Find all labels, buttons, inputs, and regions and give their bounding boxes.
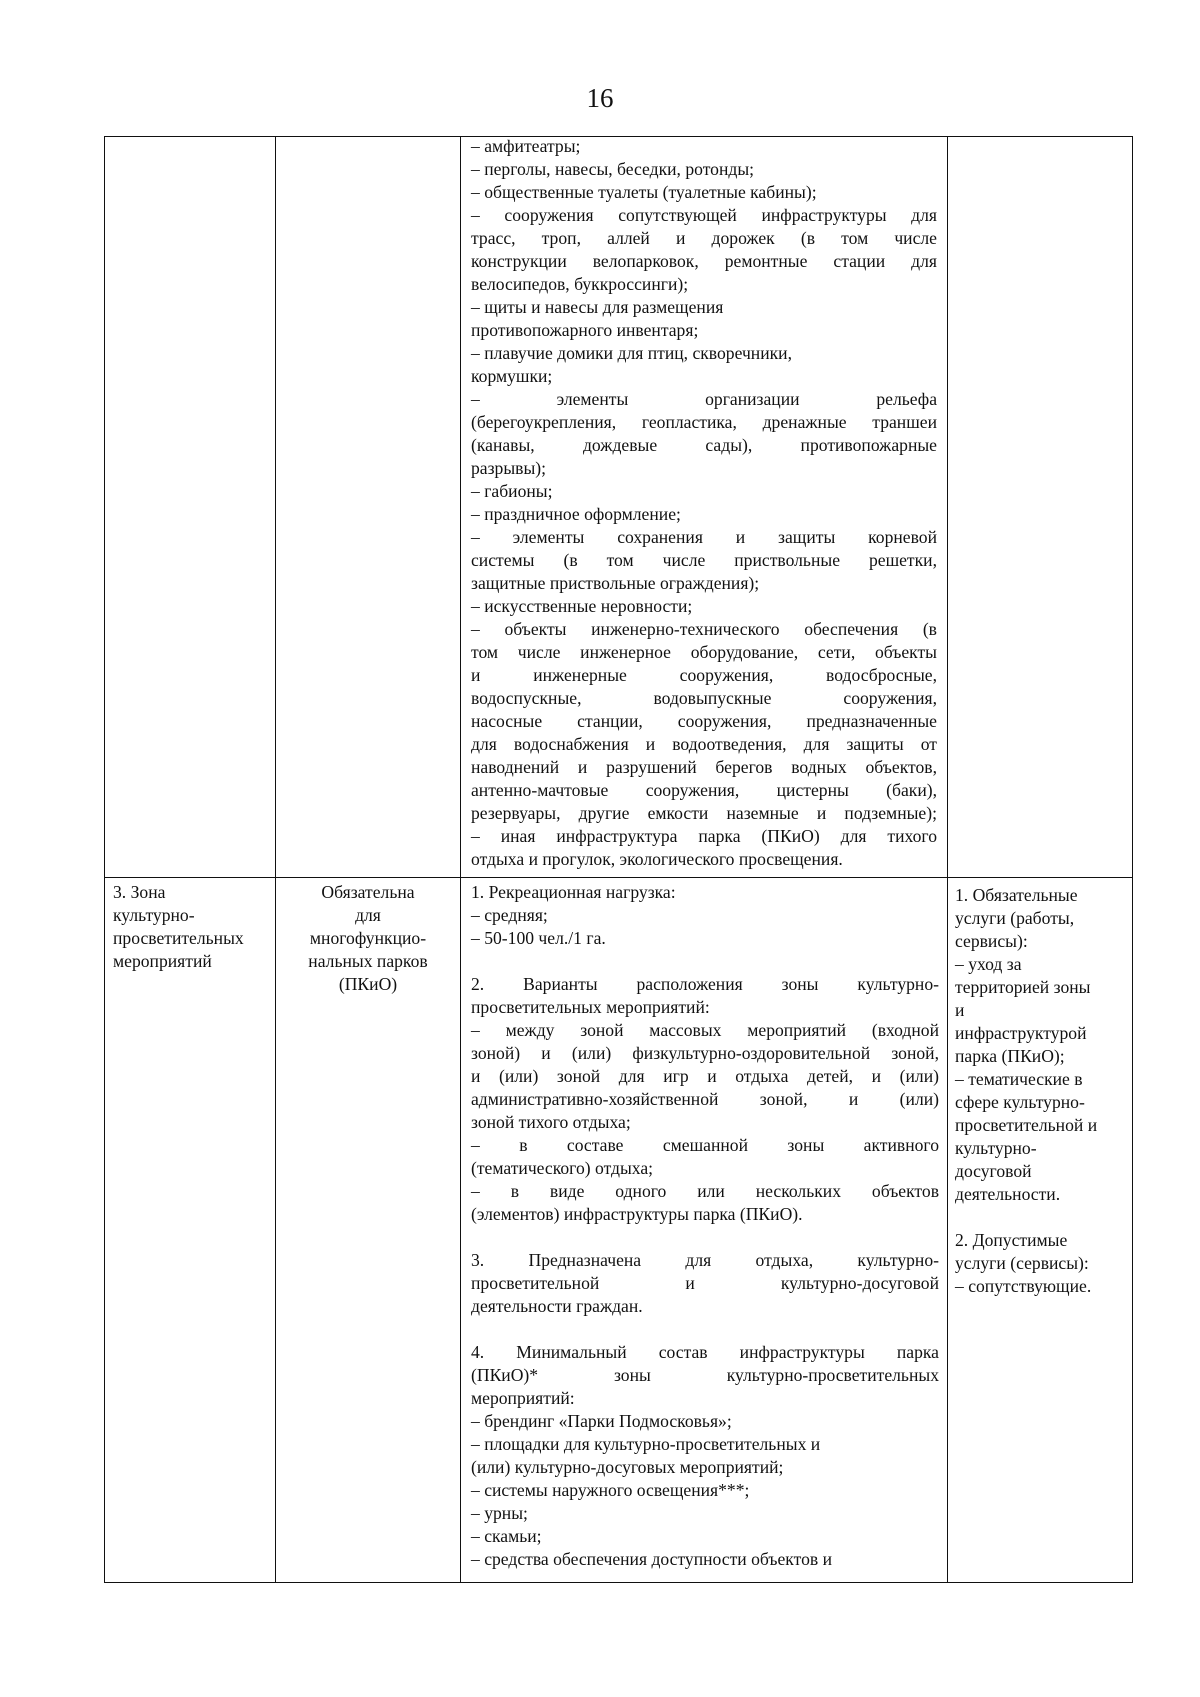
description-line: водоспускные, водовыпускные сооружения, xyxy=(471,688,937,708)
column-divider xyxy=(460,137,461,1582)
zone-name-cell xyxy=(113,881,271,973)
services-line: сервисы): xyxy=(955,931,1028,951)
description-line: – в виде одного или нескольких объектов xyxy=(471,1181,939,1201)
description-line: противопожарного инвентаря; xyxy=(471,320,699,340)
description-line: защитные приствольные ограждения); xyxy=(471,573,760,593)
document-table xyxy=(104,136,1133,1583)
blank-line xyxy=(471,1318,939,1341)
row-divider xyxy=(105,877,1132,878)
services-line: – сопутствующие. xyxy=(955,1276,1092,1296)
description-line: мероприятий: xyxy=(471,1388,575,1408)
description-line: (тематического) отдыха; xyxy=(471,1158,654,1178)
description-line: отдыха и прогулок, экологического просвещения. xyxy=(471,849,843,869)
description-line: (элементов) инфраструктуры парка (ПКиО). xyxy=(471,1204,803,1224)
description-line: – средства обеспечения доступности объектов и xyxy=(471,1549,832,1569)
blank-line xyxy=(471,1226,939,1249)
description-line: – элементы организации рельефа xyxy=(471,389,937,409)
description-line: 4. Минимальный состав инфраструктуры парка xyxy=(471,1342,939,1362)
description-line: – системы наружного освещения***; xyxy=(471,1480,750,1500)
services-line: услуги (работы, xyxy=(955,908,1075,928)
description-line: трасс, троп, аллей и дорожек (в том числе xyxy=(471,228,937,248)
description-line: – общественные туалеты (туалетные кабины); xyxy=(471,182,817,202)
zone-name-line: 3. Зона xyxy=(113,882,166,902)
services-line: и xyxy=(955,1000,965,1020)
description-line: антенно-мачтовые сооружения, цистерны (баки), xyxy=(471,780,937,800)
description-line: том числе инженерное оборудование, сети, объекты xyxy=(471,642,937,662)
applicability-line: для xyxy=(355,905,381,925)
description-line: насосные станции, сооружения, предназначенные xyxy=(471,711,937,731)
services-line: – тематические в xyxy=(955,1069,1083,1089)
description-line: 3. Предназначена для отдыха, культурно- xyxy=(471,1250,939,1270)
page-number: 16 xyxy=(586,83,614,113)
blank-line xyxy=(471,950,939,973)
description-line: – брендинг «Парки Подмосковья»; xyxy=(471,1411,732,1431)
description-line: – 50-100 чел./1 га. xyxy=(471,928,606,948)
description-line: – урны; xyxy=(471,1503,528,1523)
description-line: – в составе смешанной зоны активного xyxy=(471,1135,939,1155)
description-line: просветительных мероприятий: xyxy=(471,997,710,1017)
description-line: 1. Рекреационная нагрузка: xyxy=(471,882,676,902)
services-line: 1. Обязательные xyxy=(955,885,1078,905)
description-line: (ПКиО)* зоны культурно-просветительных xyxy=(471,1365,939,1385)
description-line: – объекты инженерно-технического обеспечения (в xyxy=(471,619,937,639)
zone-name-line: культурно- xyxy=(113,905,195,925)
blank-line xyxy=(955,1206,1131,1229)
description-line: для водоснабжения и водоотведения, для защиты от xyxy=(471,734,937,754)
applicability-line: нальных парков xyxy=(308,951,428,971)
description-line: велосипедов, буккроссинги); xyxy=(471,274,689,294)
column-divider xyxy=(947,137,948,1582)
description-line: – праздничное оформление; xyxy=(471,504,681,524)
description-line: системы (в том числе приствольные решетки, xyxy=(471,550,937,570)
description-line: административно-хозяйственной зоной, и (или) xyxy=(471,1089,939,1109)
description-line: – средняя; xyxy=(471,905,548,925)
description-line: и инженерные сооружения, водосбросные, xyxy=(471,665,937,685)
services-line: услуги (сервисы): xyxy=(955,1253,1089,1273)
services-line: сфере культурно- xyxy=(955,1092,1085,1112)
applicability-line: Обязательна xyxy=(321,882,415,902)
description-line: – площадки для культурно-просветительных и xyxy=(471,1434,821,1454)
services-line: территорией зоны xyxy=(955,977,1091,997)
zone-name-line: мероприятий xyxy=(113,951,212,971)
description-line: – амфитеатры; xyxy=(471,136,581,156)
description-line: – щиты и навесы для размещения xyxy=(471,297,724,317)
description-line: – габионы; xyxy=(471,481,553,501)
zone-services-cell xyxy=(955,884,1131,1298)
description-line: конструкции велопарковок, ремонтные стации для xyxy=(471,251,937,271)
description-line: кормушки; xyxy=(471,366,553,386)
applicability-line: (ПКиО) xyxy=(338,974,398,994)
zone-name-line: просветительных xyxy=(113,928,244,948)
description-line: зоной тихого отдыха; xyxy=(471,1112,631,1132)
description-line: просветительной и культурно-досуговой xyxy=(471,1273,939,1293)
zone-applicability-cell xyxy=(279,881,457,996)
services-line: просветительной и xyxy=(955,1115,1098,1135)
description-line: – между зоной массовых мероприятий (входной xyxy=(471,1020,939,1040)
services-line: деятельности. xyxy=(955,1184,1061,1204)
applicability-line: многофункцио- xyxy=(309,928,427,948)
description-line: деятельности граждан. xyxy=(471,1296,643,1316)
description-line: и (или) зоной для игр и отдыха детей, и (или) xyxy=(471,1066,939,1086)
description-line: – искусственные неровности; xyxy=(471,596,693,616)
services-line: культурно- xyxy=(955,1138,1037,1158)
description-line: наводнений и разрушений берегов водных объектов, xyxy=(471,757,937,777)
description-line: (канавы, дождевые сады), противопожарные xyxy=(471,435,937,455)
services-line: – уход за xyxy=(955,954,1022,974)
infrastructure-list-continued xyxy=(471,135,937,871)
description-line: – иная инфраструктура парка (ПКиО) для тихого xyxy=(471,826,937,846)
description-line: разрывы); xyxy=(471,458,547,478)
services-line: парка (ПКиО); xyxy=(955,1046,1065,1066)
description-line: резервуары, другие емкости наземные и подземные); xyxy=(471,803,937,823)
description-line: – перголы, навесы, беседки, ротонды; xyxy=(471,159,755,179)
description-line: – сооружения сопутствующей инфраструктуры для xyxy=(471,205,937,225)
description-line: – плавучие домики для птиц, скворечники, xyxy=(471,343,792,363)
services-line: инфраструктурой xyxy=(955,1023,1087,1043)
description-line: – скамьи; xyxy=(471,1526,542,1546)
column-divider xyxy=(275,137,276,1582)
description-line: (или) культурно-досуговых мероприятий; xyxy=(471,1457,784,1477)
zone-description-cell xyxy=(471,881,939,1571)
services-line: досуговой xyxy=(955,1161,1032,1181)
services-line: 2. Допустимые xyxy=(955,1230,1068,1250)
description-line: (берегоукрепления, геопластика, дренажные траншеи xyxy=(471,412,937,432)
description-line: 2. Варианты расположения зоны культурно- xyxy=(471,974,939,994)
description-line: зоной) и (или) физкультурно-оздоровительной зоной, xyxy=(471,1043,939,1063)
description-line: – элементы сохранения и защиты корневой xyxy=(471,527,937,547)
